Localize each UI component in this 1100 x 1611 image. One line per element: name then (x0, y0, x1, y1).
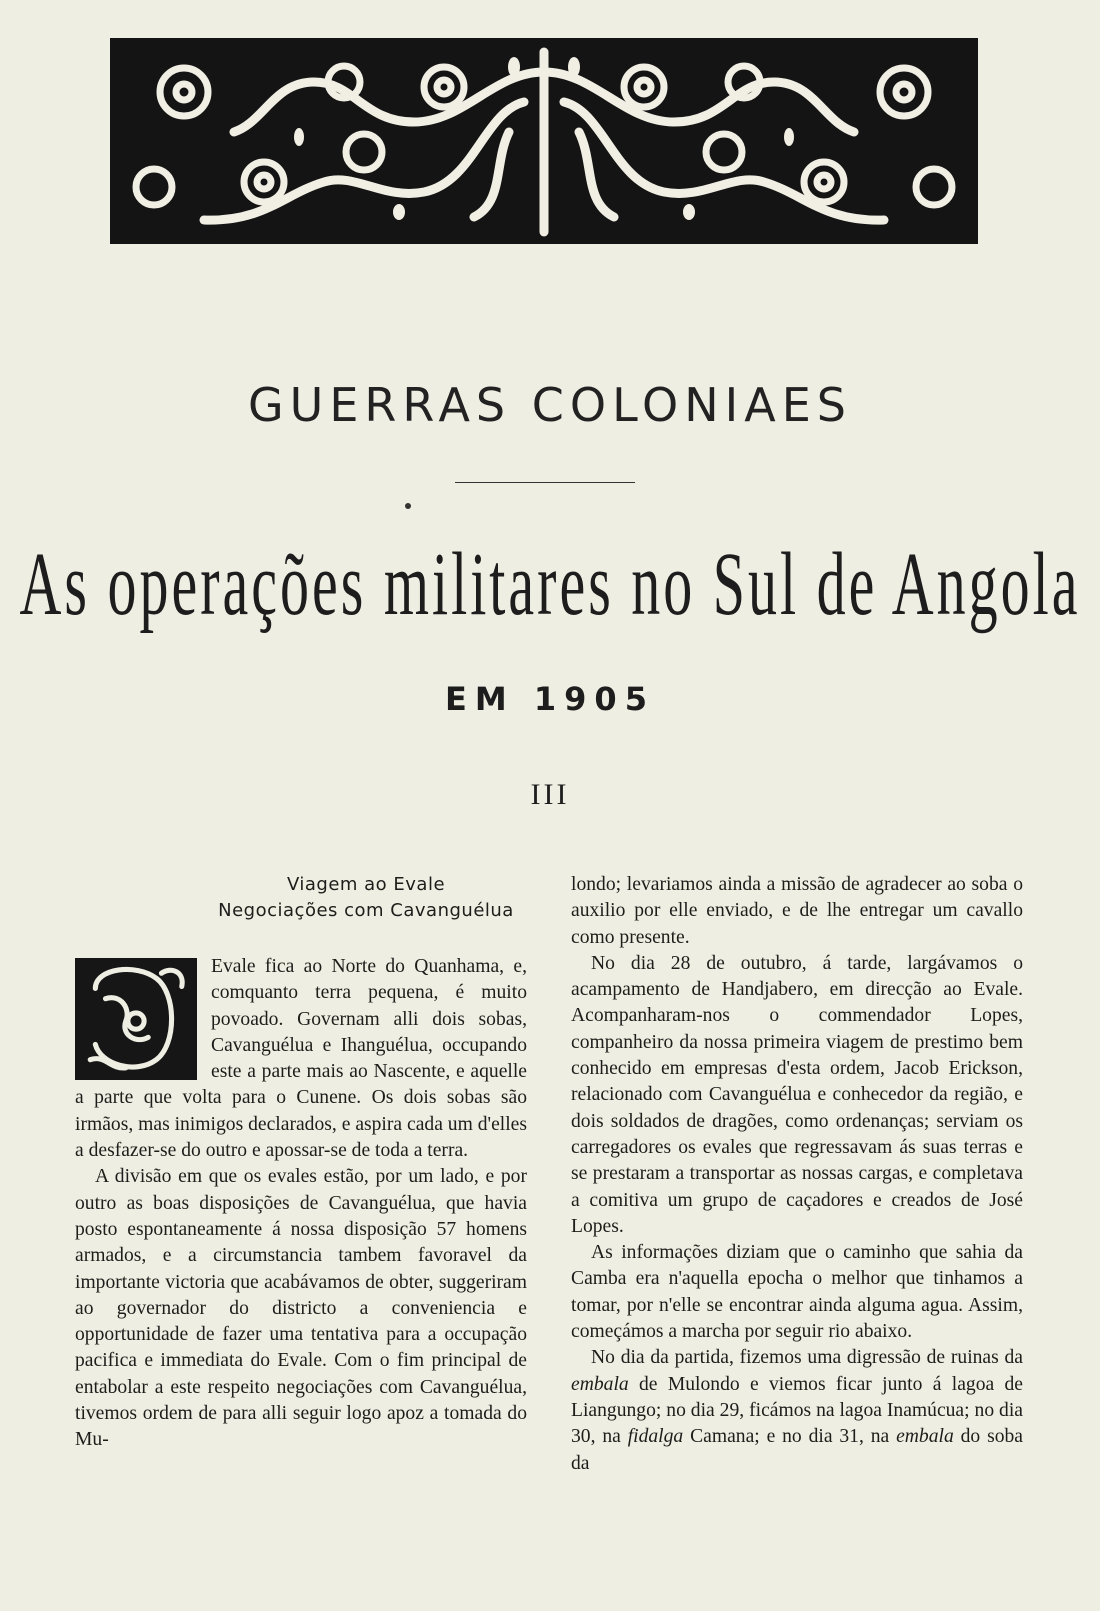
decorated-initial-icon (75, 958, 197, 1080)
paragraph: londo; levariamos ainda a missão de agradecer ao soba o auxilio por elle enviado, e de lhe entregar um cavallo como presente. (571, 874, 1023, 948)
paragraph: A divisão em que os evales estão, por um lado, e por outro as boas disposições de Cavanguélua, que havia posto espontaneamente á nossa disposição 57 homens armados, e a circumstancia tambem favoravel da importante victoria que acabávamos de obter, suggeriram ao governador do districto a conveniencia e opportunidade de fazer uma tentativa para a occupação pacifica e immediata do Evale. Com o fim principal de entabolar a este respeito negociações com Cavanguélua, tivemos ordem de para alli seguir logo apoz a tomada do Mu- (75, 1166, 527, 1451)
italic-term: embala (571, 1373, 629, 1395)
dot-mark (405, 503, 411, 509)
left-column (75, 872, 527, 1454)
paragraph: As informações diziam que o caminho que sahia da Camba era n'aquella epocha o melhor que tinhamos a tomar, por n'elle se encontrar ainda alguma agua. Assim, começámos a marcha por seguir rio abaixo. (571, 1242, 1023, 1343)
section-title: GUERRAS COLONIAES (248, 378, 852, 432)
drop-cap-o-icon (75, 958, 197, 1080)
paragraph-text: de Mulondo e viemos ficar junto á lagoa de Liangungo; no dia 29, ficámos na lagoa Inamúcua; no dia 30, na (571, 1373, 1023, 1448)
paragraph-text: Camana; e no dia 31, na (683, 1426, 897, 1448)
ornament-scroll-icon (114, 42, 974, 240)
chapter-number: III (530, 778, 570, 811)
paragraph (571, 1345, 1023, 1476)
article-title: As operações militares no Sul de Angola (19, 533, 1081, 635)
italic-term: fidalga (627, 1426, 684, 1448)
subheading-line-1: Viagem ao Evale (286, 874, 446, 895)
italic-term: embala (896, 1426, 954, 1448)
paragraph-text: No dia da partida, fizemos uma digressão de ruinas da (591, 1347, 1023, 1369)
article-year: EM 1905 (445, 680, 655, 718)
subheading (75, 872, 527, 924)
ornamental-header-banner (110, 38, 978, 244)
subheading-line-2: Negociações com Cavanguélua (218, 900, 514, 921)
paragraph: No dia 28 de outubro, á tarde, largávamos o acampamento de Handjabero, em direcção ao Evale. Acompanharam-nos o commendador Lopes, companheiro da nossa primeira viagem de prestimo bem conhecido em empresas d'esta ordem, Jacob Erickson, relacionado com Cavanguélua e conhecedor da região, e dois soldados de dragões, como ordenanças; serviam os carregadores os evales que regressavam ás suas terras e se prestaram a transportar as nossas cargas, e completava a comitiva um grupo de caçadores e creados de José Lopes. (571, 952, 1023, 1237)
right-column (571, 872, 1023, 1477)
paragraph (75, 954, 527, 1164)
paragraph-text: do soba da (571, 1426, 1023, 1474)
title-divider (455, 482, 635, 483)
paragraph-text: Evale fica ao Norte do Quanhama, e, comquanto terra pequena, é muito povoado. Governam alli dois sobas, Cavanguélua e Ihanguélua, occupando este a parte mais ao Nascente, e aquelle a parte que volta para o Cunene. Os dois sobas são irmãos, mas inimigos declarados, e aspira cada um d'elles a desfazer-se do outro e apossar-se de toda a terra. (75, 956, 527, 1162)
